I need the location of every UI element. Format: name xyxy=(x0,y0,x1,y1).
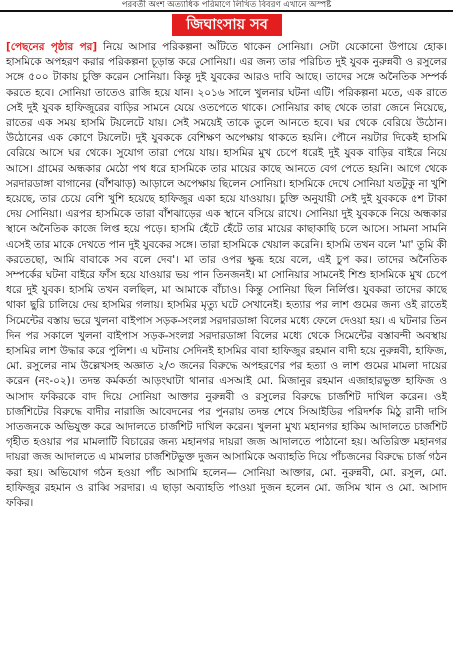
article-paragraph xyxy=(6,40,447,511)
article-body xyxy=(6,40,447,670)
previous-article-strip: পরবর্তী অংশ অত্যাধিক পরিমাণে লিখিত বিবরণ এখানে অস্পষ্ট xyxy=(121,0,332,10)
headline: জিঘাংসায় সব xyxy=(172,14,282,36)
continued-from-kicker: [পেছনের পৃষ্ঠার পর] xyxy=(6,41,98,53)
article-text: নিয়ে আসার পরিকল্পনা আঁটতে থাকেন সোনিয়া। সেটা যেকোনো উপায়ে হোক। হাসমিকে অপহরণ করার পরিকল্পনা চূড়ান্ত করে সোনিয়া। এর জন্য তার পরিচিত দুই যুবক নুরুন্নবী ও রসুলের সঙ্গে ৫০০ টাকায় চুক্তি করেন সোনিয়া। কিন্তু দুই যুবকের আরও দাবি আছে। তাদের সঙ্গে অনৈতিক সম্পর্ক করতে হবে। সোনিয়া তাতেও রাজি হয়ে যান। ২০১৬ সালে খুলনার ঘটনা এটি। পরিকল্পনা মতে, এক রাতে সেই দুই যুবক হাফিজুরের বাড়ির সামনে যেয়ে ওতপেতে থাকে। সোনিয়ার কাছ থেকে তারা জেনে নিয়েছে, রাতের এক সময় হাসমি টয়লেটে যায়। সেই সময়েই তাকে তুলে আনতে হবে। ঘর থেকে বেরিয়ে উঠোন। উঠোনের এক কোণে টয়লেট। দুই যুবককে বেশিক্ষণ অপেক্ষায় থাকতে হয়নি। পৌনে নয়টার দিকেই হাসমি বেরিয়ে আসে ঘর থেকে। সুযোগ তারা পেয়ে যায়। হাসমির মুখ চেপে ধরেই দুই যুবক বাড়ির বাইরে নিয়ে আসে। গ্রামের অন্ধকার মেঠো পথ ধরে হাসমিকে তার মায়ের কাছে আনতে বেগ পেতে হয়নি। আগে থেকে সরদারডাঙ্গা বাগানের (বাঁশঝাড়) আড়ালে অপেক্ষায় ছিলেন সোনিয়া। হাসমিকে দেখে সোনিয়া যতটুকু না খুশি হয়েছে, তার চেয়ে বেশি খুশি হয়েছে হাফিজুর একা হয়ে যাওয়ায়। চুক্তি অনুযায়ী সেই দুই যুবককে ৫শ টাকা দেয় সোনিয়া। এরপর হাসমিকে তারা বাঁশঝাড়ের এক স্থানে বসিয়ে রাখে। সোনিয়া দুই যুবককে নিয়ে অন্ধকার স্থানে অনৈতিক কাজে লিপ্ত হয়ে পড়ে। হাসমি হেঁটে হেঁটে তার মায়ের কাছাকাছি চলে আসে। সামনা সামনি এসেই তার মাকে দেখতে পান দুই যুবকের সঙ্গে। তারা হাসমিকে খেয়াল করেনি। হাসমি তখন বলে 'মা' তুমি কী করতেছো, আমি বাবাকে সব বলে দেব'। মা তার ওপর ক্ষুব্ধ হয়ে বলে, এই চুপ কর। তাদের অনৈতিক সম্পর্কের ঘটনা বাইরে ফাঁস হয়ে যাওয়ার ভয় পান তিনজনই। মা সোনিয়ার সামনেই শিশু হাসমিকে মুখ চেপে ধরে দুই যুবক। হাসমি তখন বলছিল, মা আমাকে বাঁচাও। কিন্তু সোনিয়া ছিল নির্লিপ্ত। যুবকরা তাদের কাছে থাকা ছুরি চালিয়ে দেয় হাসমির গলায়। হাসমির মৃত্যু ঘটে সেখানেই। হত্যার পর লাশ গুমের জন্য ওই রাতেই সিমেন্টের বস্তায় ভরে খুলনা বাইপাস সড়ক-সংলগ্ন সরদারডাঙ্গা বিলের মধ্যে ফেলে দেওয়া হয়। এ ঘটনার তিন দিন পর সকালে খুলনা বাইপাস সড়ক-সংলগ্ন সরদারডাঙ্গা বিলের মধ্যে থেকে সিমেন্টের বস্তাবন্দী অবস্থায় হাসমির লাশ উদ্ধার করে পুলিশ। এ ঘটনায় সেদিনই হাসমির বাবা হাফিজুর রহমান বাদী হয়ে নুরুন্নবী, হাফিজ, মো. রসুলের নাম উল্লেখসহ অজ্ঞাত ২/৩ জনের বিরুদ্ধে অপহরণের পর হত্যা ও লাশ গুমের মামলা দায়ের করেন (নং-০২)। তদন্ত কর্মকর্তা আড়ংঘাটা থানার এসআই মো. মিজানুর রহমান এজাহারভুক্ত হাফিজ ও আসাদ ফকিরকে বাদ দিয়ে সোনিয়া আক্তার নুরুন্নবী ও রসুলের বিরুদ্ধে চার্জশিট দাখিল করেন। ওই চার্জশিটের বিরুদ্ধে বাদীর নারাজি আবেদনের পর পুনরায় তদন্ত শেষে সিআইডির পরিদর্শক মিঠু রানী দাসি সাতজনকে অভিযুক্ত করে আদালতে চার্জশিট দাখিল করেন। খুলনা মুখ্য মহানগর হাকিম আদালতে চার্জশিট গৃহীত হওয়ার পর মামলাটি বিচারের জন্য মহানগর দায়রা জজ আদালতে পাঠানো হয়। অতিরিক্ত মহানগর দায়রা জজ আদালতে এ মামলার চার্জশিটভুক্ত দুজন আসামিকে অব্যাহতি দিয়ে পাঁচজনের বিরুদ্ধে চার্জ গঠন করা হয়। অভিযোগ গঠন হওয়া পাঁচ আসামি হলেন— সোনিয়া আক্তার, মো. নুরুন্নবী, মো. রসুল, মো. হাফিজুর রহমান ও রাব্বি সরদার। এ ছাড়া অব্যাহতি পাওয়া দুজন হলেন মো. জসিম খান ও মো. আসাদ ফকির। xyxy=(6,41,447,510)
top-divider xyxy=(0,10,453,12)
